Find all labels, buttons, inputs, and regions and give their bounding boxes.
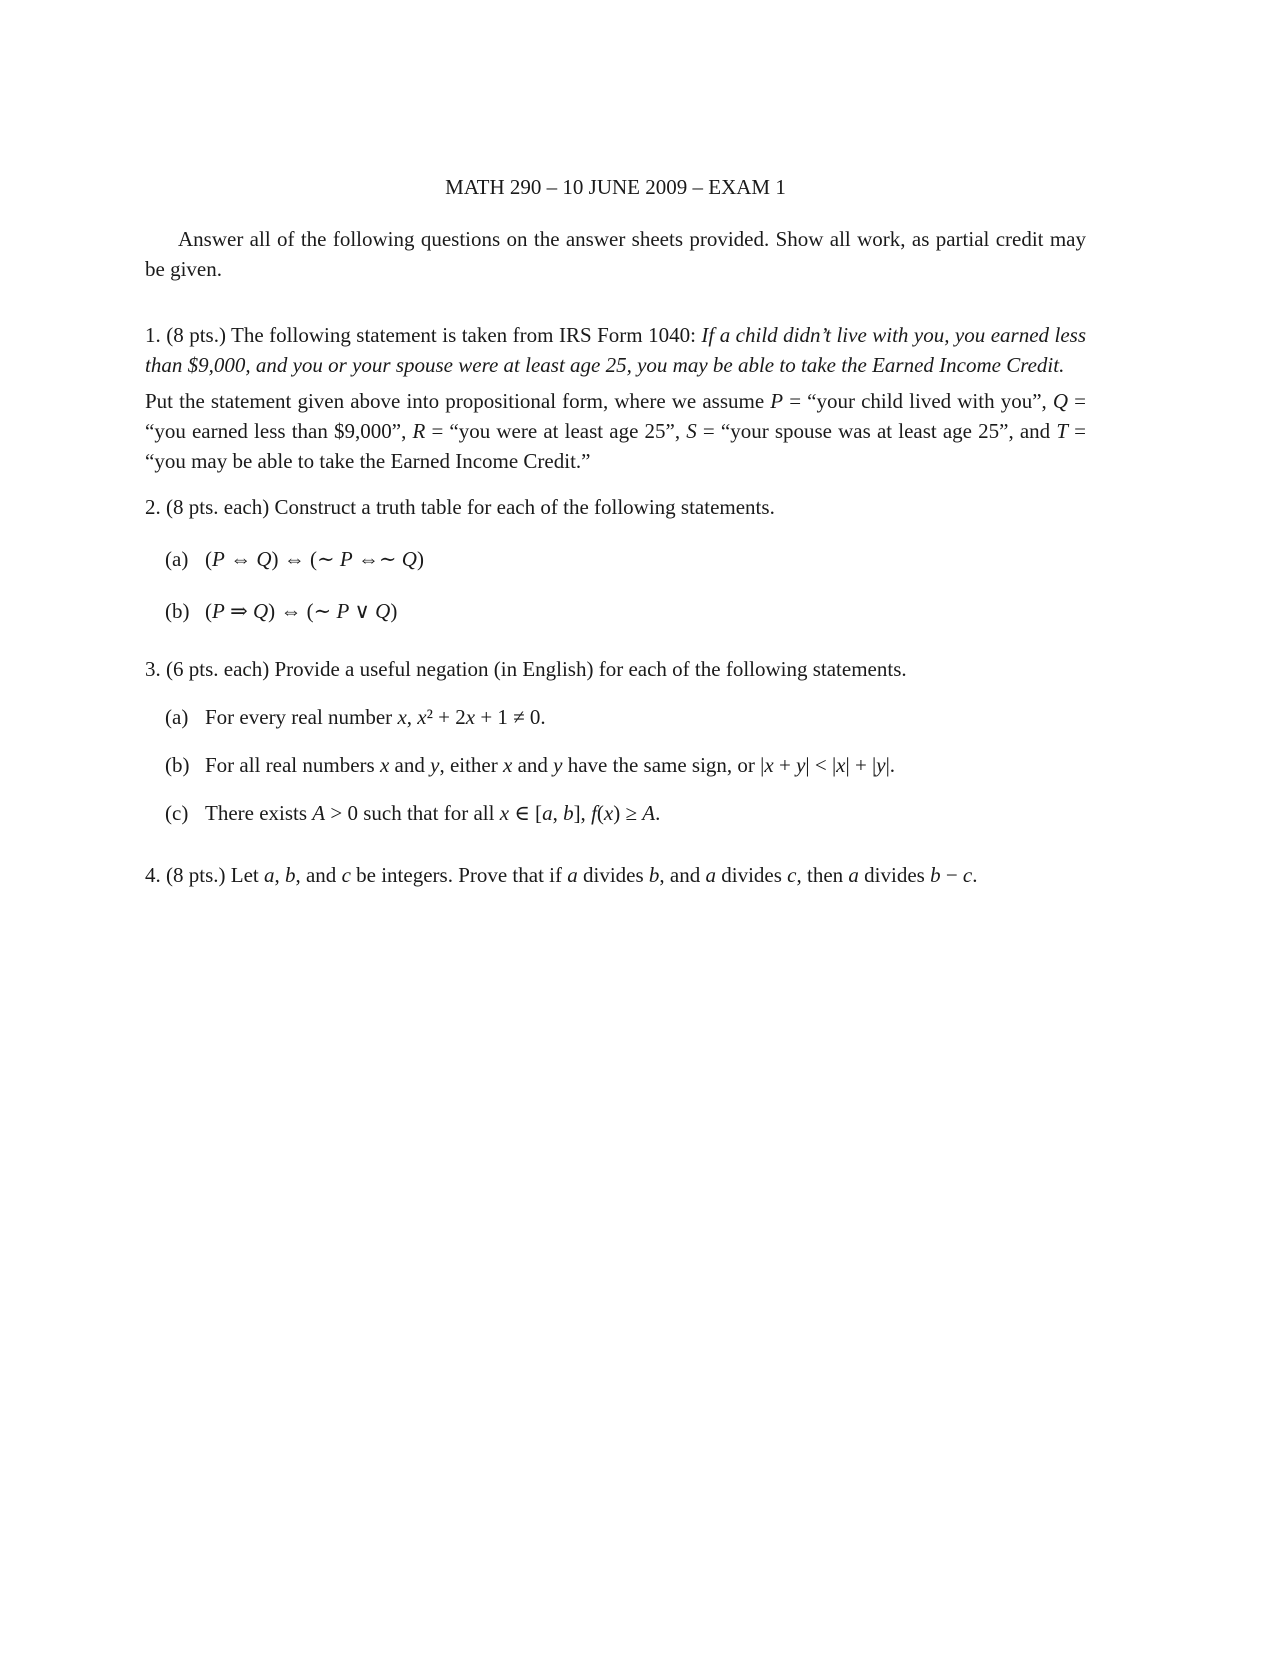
question-3-item-a (145, 702, 1086, 732)
question-2-item-a (145, 544, 1086, 574)
item-body-a: For every real number x, x² + 2x + 1 ≠ 0. (205, 705, 546, 729)
exam-title: MATH 290 – 10 JUNE 2009 – EXAM 1 (445, 175, 786, 199)
question-3-item-c (145, 798, 1086, 828)
question-4-stem: 4. (8 pts.) Let a, b, and c be integers. Prove that if a divides b, and a divides c, then a divides b − c. (145, 863, 978, 887)
item-label-a: (a) (165, 547, 189, 571)
item-body-c: There exists A > 0 such that for all x ∈ [a, b], f(x) ≥ A. (205, 801, 661, 825)
question-1-stem: 1. (8 pts.) The following statement is taken from IRS Form 1040: If a child didn’t live with you, you earned less than $9,000, and you or your spouse were at least age 25, you may be able to take the Earned Income Credit. (145, 323, 1087, 377)
item-body-b: (P ⇒ Q) ⇔ (∼ P ∨ Q) (205, 599, 398, 623)
question-2-item-b (145, 596, 1086, 626)
question-3-stem: 3. (6 pts. each) Provide a useful negation (in English) for each of the following statements. (145, 657, 907, 681)
item-body-b: For all real numbers x and y, either x and y have the same sign, or |x + y| < |x| + |y|. (205, 753, 896, 777)
exam-content (145, 172, 1086, 890)
intro-paragraph: Answer all of the following questions on the answer sheets provided. Show all work, as partial credit may be given. (145, 227, 1086, 281)
item-label-c: (c) (165, 801, 189, 825)
item-body-a: (P ⇔ Q) ⇔ (∼ P ⇔∼ Q) (205, 547, 424, 571)
question-3-item-b (145, 750, 1086, 780)
item-label-a: (a) (165, 705, 189, 729)
item-label-b: (b) (165, 599, 190, 623)
question-2-stem: 2. (8 pts. each) Construct a truth table for each of the following statements. (145, 495, 775, 519)
question-1-followup: Put the statement given above into propositional form, where we assume P = “your child lived with you”, Q = “you earned less than $9,000”, R = “you were at least age 25”, S = “your spouse was at least age 25”, and T = “you may be able to take the Earned Income Credit.” (145, 389, 1087, 473)
item-label-b: (b) (165, 753, 190, 777)
